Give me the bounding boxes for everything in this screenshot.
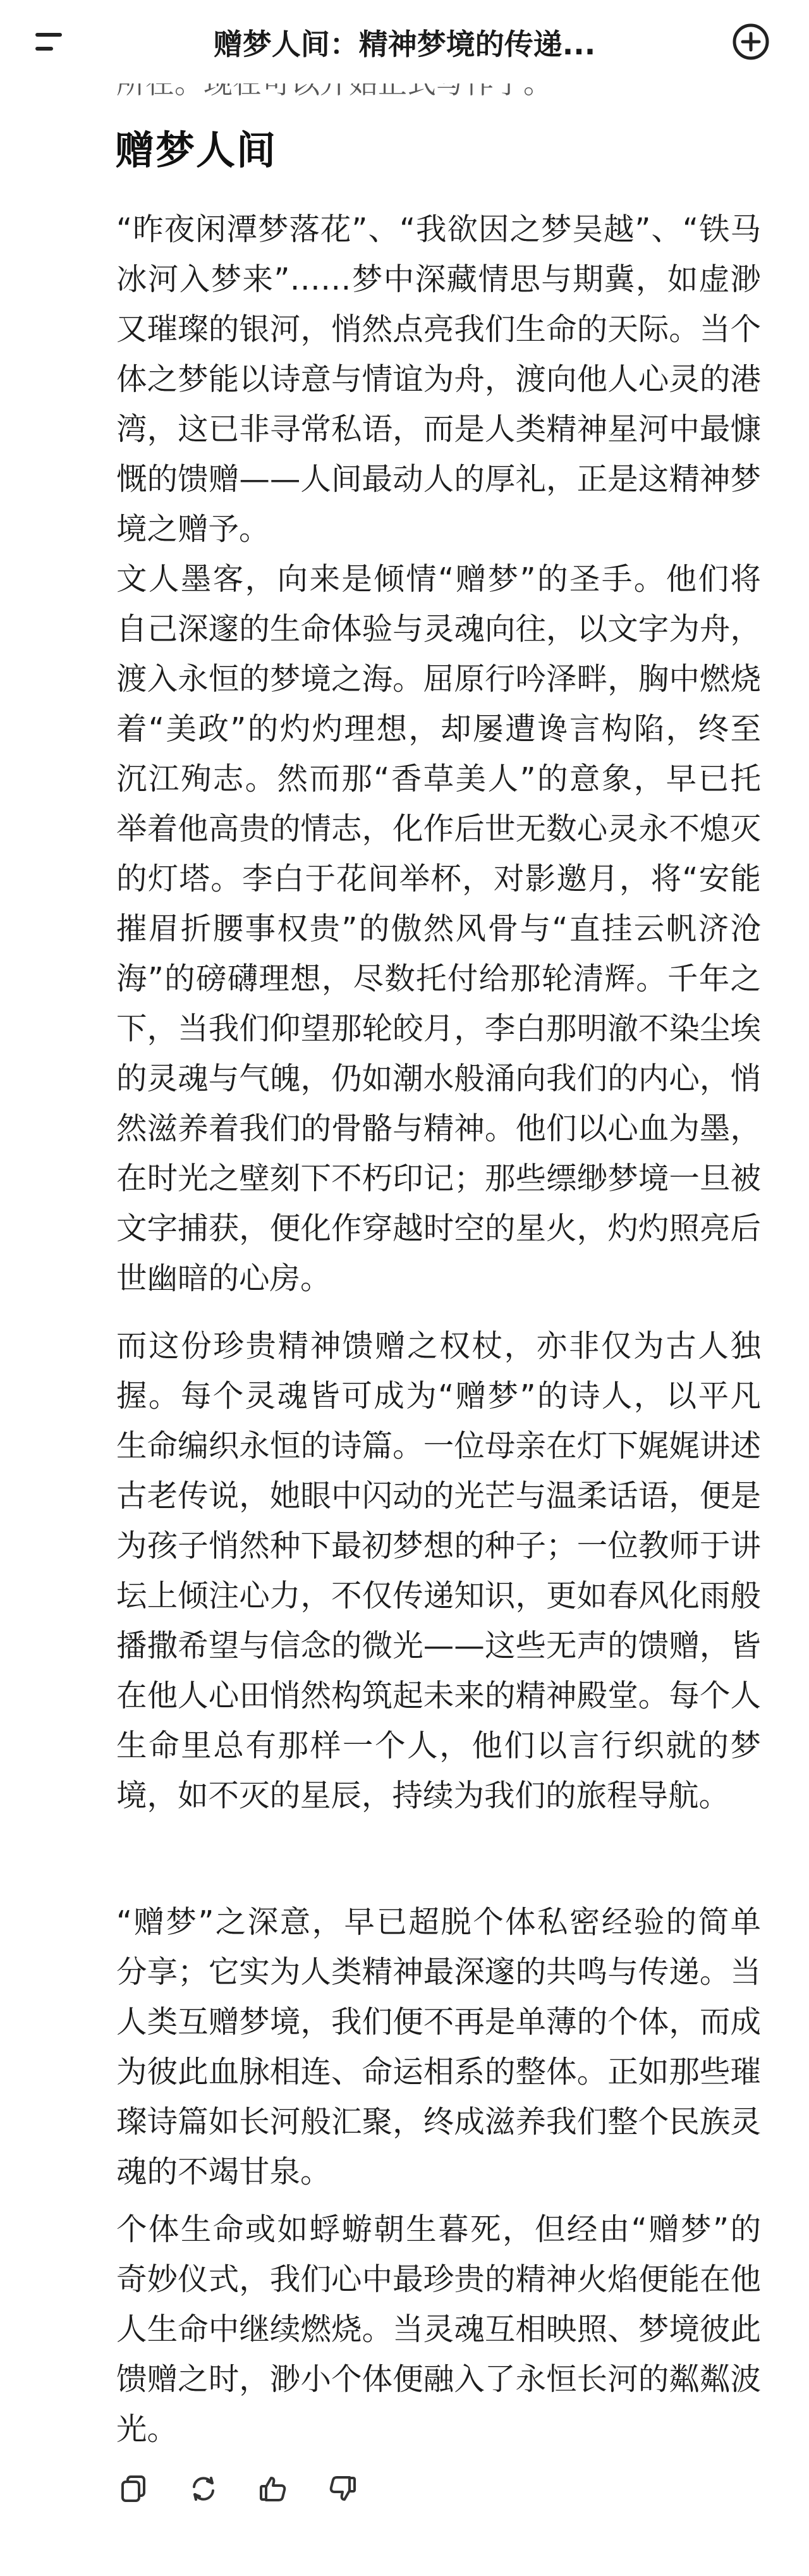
message-actions bbox=[116, 2471, 360, 2506]
article-heading: 赠梦人间 bbox=[115, 127, 277, 173]
top-bar bbox=[0, 0, 809, 83]
menu-icon bbox=[35, 33, 62, 37]
regenerate-button[interactable] bbox=[186, 2471, 221, 2506]
refresh-icon bbox=[188, 2473, 219, 2505]
copy-button[interactable] bbox=[116, 2471, 152, 2506]
paragraph-2: 文人墨客，向来是倾情“赠梦”的圣手。他们将自己深邃的生命体验与灵魂向往，以文字为舟，渡入永恒的梦境之海。屈原行吟泽畔，胸中燃烧着“美政”的灼灼理想，却屡遭谗言构陷，终至沉江殉志。然而那“香草美人”的意象，早已托举着他高贵的情志，化作后世无数心灵永不熄灭的灯塔。李白于花间举杯，对影邀月，将“安能摧眉折腰事权贵”的傲然风骨与“直挂云帆济沧海”的磅礴理想，尽数托付给那轮清辉。千年之下，当我们仰望那轮皎月，李白那明澈不染尘埃的灵魂与气魄，仍如潮水般涌向我们的内心，悄然滋养着我们的骨骼与精神。他们以心血为墨，在时光之壁刻下不朽印记；那些缥缈梦境一旦被文字捕获，便化作穿越时空的星火，灼灼照亮后世幽暗的心房。 bbox=[116, 561, 761, 1296]
paragraph-5: 个体生命或如蜉蝣朝生暮死，但经由“赠梦”的奇妙仪式，我们心中最珍贵的精神火焰便能在他人生命中继续燃烧。当灵魂互相映照、梦境彼此馈赠之时，渺小个体便融入了永恒长河的粼粼波光。 bbox=[116, 2212, 761, 2447]
thumbs-up-icon bbox=[257, 2473, 289, 2505]
dislike-button[interactable] bbox=[325, 2471, 360, 2506]
menu-icon-bar bbox=[35, 47, 53, 51]
new-chat-button[interactable] bbox=[731, 21, 771, 62]
menu-button[interactable] bbox=[28, 24, 72, 61]
paragraph-1: “昨夜闲潭梦落花”、“我欲因之梦吴越”、“铁马冰河入梦来”……梦中深藏情思与期冀，如虚渺又璀璨的银河，悄然点亮我们生命的天际。当个体之梦能以诗意与情谊为舟，渡向他人心灵的港湾，这已非寻常私语，而是人类精神星河中最慷慨的馈赠——人间最动人的厚礼，正是这精神梦境之赠予。 bbox=[116, 212, 761, 547]
like-button[interactable] bbox=[255, 2471, 291, 2506]
thumbs-down-icon bbox=[327, 2473, 358, 2505]
paragraph-4: “赠梦”之深意，早已超脱个体私密经验的简单分享；它实为人类精神最深邃的共鸣与传递。当人类互赠梦境，我们便不再是单薄的个体，而成为彼此血脉相连、命运相系的整体。正如那些璀璨诗篇如长河般汇聚，终成滋养我们整个民族灵魂的不竭甘泉。 bbox=[116, 1904, 761, 2190]
copy-icon bbox=[118, 2473, 150, 2505]
page-title: 赠梦人间：精神梦境的传递... bbox=[213, 27, 596, 61]
plus-circle-icon bbox=[731, 21, 771, 62]
paragraph-3: 而这份珍贵精神馈赠之权杖，亦非仅为古人独握。每个灵魂皆可成为“赠梦”的诗人，以平凡生命编织永恒的诗篇。一位母亲在灯下娓娓讲述古老传说，她眼中闪动的光芒与温柔话语，便是为孩子悄然种下最初梦想的种子；一位教师于讲坛上倾注心力，不仅传递知识，更如春风化雨般播撒希望与信念的微光——这些无声的馈赠，皆在他人心田悄然构筑起未来的精神殿堂。每个人生命里总有那样一个人，他们以言行织就的梦境，如不灭的星辰，持续为我们的旅程导航。 bbox=[116, 1328, 761, 1813]
